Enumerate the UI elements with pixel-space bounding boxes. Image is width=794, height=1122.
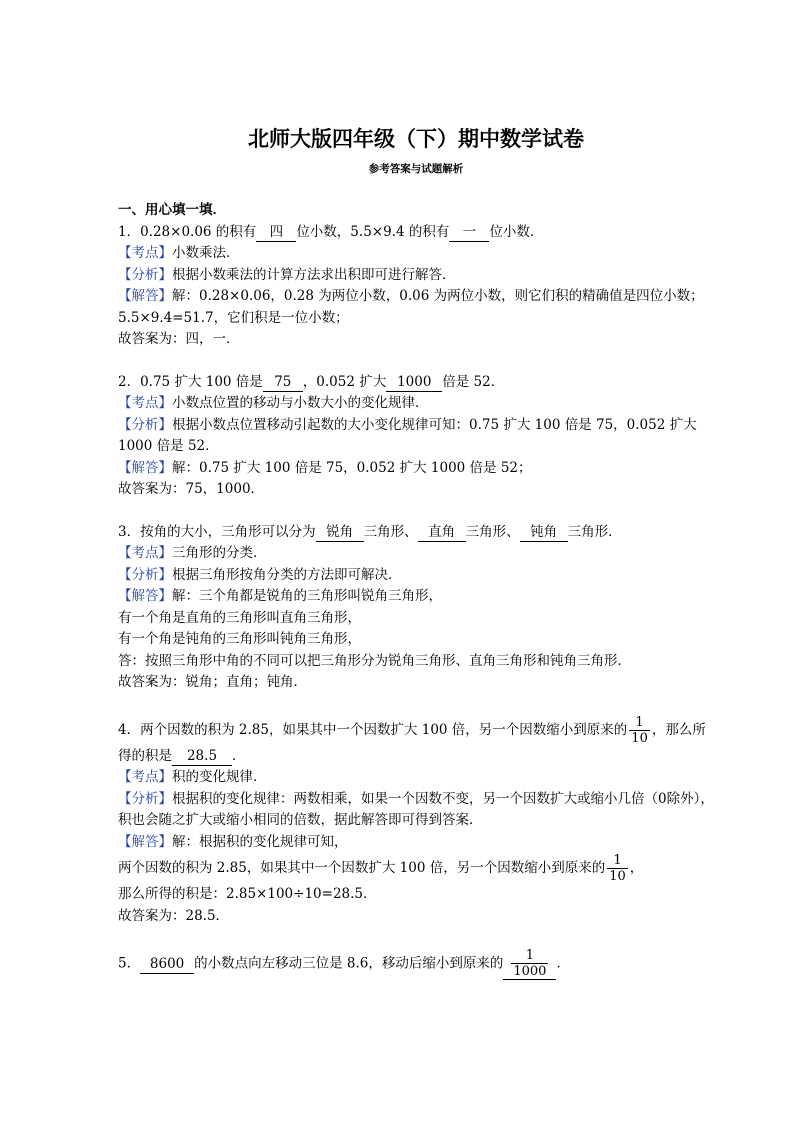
question-2 [118,372,714,501]
jieda-tag: 【解答】 [118,288,172,304]
kaodian-line: 【考点】小数点位置的移动与小数大小的变化规律． [118,395,429,411]
question-1 [118,222,714,351]
answer-blank: 一 [449,224,489,242]
kaodian-tag: 【考点】 [118,245,172,261]
jieda-line: 【解答】解：三个角都是锐角的三角形叫锐角三角形， [118,588,442,604]
solution-line: 答：按照三角形中角的不同可以把三角形分为锐角三角形、直角三角形和钝角三角形． [118,652,631,669]
fenxi-line: 【分析】根据小数点位置移动引起数的大小变化规律可知：0.75 扩大 100 倍是 75，0.052 扩大 1000 倍是 52． [118,416,697,454]
question-3-stem: 3．按角的大小，三角形可以分为 锐角 三角形、 直角 三角形、 钝角 三角形． [118,523,622,540]
kaodian-line: 【考点】小数乘法． [118,245,240,261]
answer-blank: 直角 [418,524,466,542]
jieda-tag: 【解答】 [118,459,172,476]
jieda-tag: 【解答】 [118,588,172,604]
question-4 [118,715,714,928]
question-2-stem: 2．0.75 扩大 100 倍是 75 ，0.052 扩大 1000 倍是 52． [118,373,505,390]
fenxi-tag: 【分析】 [118,790,172,807]
solution-line: 那么所得的积是：2.85×100÷10=28.5． [118,886,377,902]
kaodian-line: 【考点】三角形的分类． [118,545,267,561]
fenxi-line: 【分析】根据小数乘法的计算方法求出积即可进行解答． [118,266,456,283]
solution-line: 5.5×9.4=51.7，它们积是一位小数； [118,309,349,326]
jieda-line: 【解答】解：0.28×0.06，0.28 为两位小数，0.06 为两位小数，则它们积的精确值是四位小数； [118,288,704,304]
answer-line: 故答案为：28.5． [118,907,230,924]
solution-line: 有一个角是直角的三角形叫直角三角形， [118,609,361,626]
fenxi-line: 【分析】根据积的变化规律：两数相乘，如果一个因数不变，另一个因数扩大或缩小几倍（0除外），积也会随之扩大或缩小相同的倍数，据此解答即可得到答案． [118,790,714,828]
fenxi-tag: 【分析】 [118,416,172,433]
kaodian-tag: 【考点】 [118,769,172,785]
fenxi-tag: 【分析】 [118,266,172,283]
jieda-tag: 【解答】 [118,833,172,850]
fenxi-tag: 【分析】 [118,566,172,583]
kaodian-tag: 【考点】 [118,545,172,561]
question-1-stem: 1．0.28×0.06 的积有 四 位小数，5.5×9.4 的积有 一 位小数． [118,223,544,240]
answer-blank: 钝角 [520,524,568,542]
solution-line: 两个因数的积为 2.85，如果其中一个因数扩大 100 倍，另一个因数缩小到原来的 $\frac{1}{10}$ ， [118,853,644,884]
answer-blank: 28.5 [172,748,232,766]
question-5 [118,948,714,980]
fraction: $\frac{1}{10}$ [609,853,626,884]
kaodian-line: 【考点】积的变化规律． [118,769,267,785]
answer-blank: 1000 [386,374,442,392]
answer-blank [503,948,556,980]
jieda-line: 【解答】解：根据积的变化规律可知， [118,833,348,850]
question-4-stem: 4．两个因数的积为 2.85，如果其中一个因数扩大 100 倍，另一个因数缩小到原来的 $\frac{1}{10}$ ，那么所得的积是 28.5 ． [118,714,706,764]
page-title: 北师大版四年级（下）期中数学试卷 [248,126,584,151]
question-3 [118,522,714,694]
section-heading: 一、用心填一填． [118,202,226,218]
fenxi-line: 【分析】根据三角形按角分类的方法即可解决． [118,566,402,583]
answer-blank: 8600 [140,956,194,974]
fraction: $\frac{1}{10}$ [631,714,648,746]
page-subtitle: 参考答案与试题解析 [368,163,464,175]
fraction: $\frac{1}{1000}$ [513,948,547,979]
answer-line: 故答案为：锐角；直角；钝角． [118,674,307,690]
solution-line: 有一个角是钝角的三角形叫钝角三角形， [118,631,361,647]
answer-blank: 四 [256,224,296,242]
answer-line: 故答案为：75，1000． [118,481,265,497]
answer-blank: 锐角 [316,524,364,542]
kaodian-tag: 【考点】 [118,395,172,411]
answer-blank: 75 [263,374,303,392]
answer-line: 故答案为：四，一． [118,331,240,347]
jieda-line: 【解答】解：0.75 扩大 100 倍是 75，0.052 扩大 1000 倍是 52； [118,459,532,476]
question-5-stem: 5． 8600 的小数点向左移动三位是 8.6，移动后缩小到原来的 $\frac{1}{1000}$ ． [118,948,570,979]
